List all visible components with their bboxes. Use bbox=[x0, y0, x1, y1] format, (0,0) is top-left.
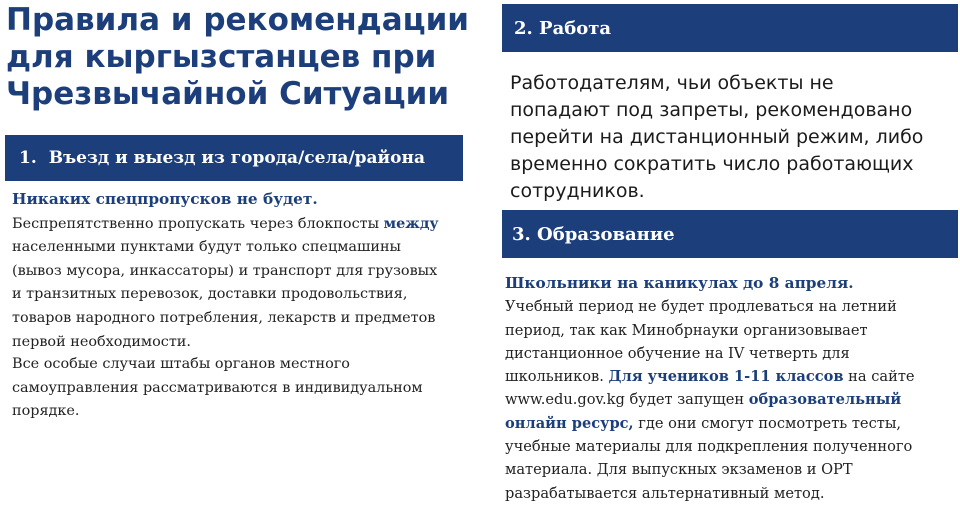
section-3-lead: Школьники на каникулах до 8 апреля. bbox=[505, 274, 854, 292]
text-line: материала. Для выпускных экзаменов и ОРТ bbox=[505, 461, 853, 479]
section-1-banner bbox=[5, 135, 463, 181]
section-2-banner bbox=[502, 4, 958, 52]
text-line: (вывоз мусора, инкассаторы) и транспорт для грузовых bbox=[12, 262, 438, 279]
text-line: попадают под запреты, рекомендовано bbox=[510, 99, 913, 121]
text-line bbox=[505, 412, 915, 435]
text-line bbox=[505, 388, 915, 411]
highlight-text: онлайн ресурс, bbox=[505, 414, 634, 432]
text-line: период, так как Минобрнауки организовывает bbox=[505, 321, 868, 339]
section-2-body bbox=[510, 70, 923, 205]
text-line: дистанционное обучение на IV четверть для bbox=[505, 344, 850, 362]
text-line: первой необходимости. bbox=[12, 333, 191, 350]
title-line: Правила и рекомендации bbox=[6, 2, 470, 38]
text-line: товаров народного потребления, лекарств и предметов bbox=[12, 309, 436, 326]
text-segment: Беспрепятственно пропускать через блокпосты bbox=[12, 215, 384, 232]
highlight-text: между bbox=[383, 214, 439, 232]
text-line: и транзитных перевозок, доставки продовольствия, bbox=[12, 286, 408, 303]
section-1-number: 1. bbox=[19, 148, 37, 168]
section-1-heading: Въезд и выезд из города/села/района bbox=[48, 148, 425, 168]
text-line: перейти на дистанционный режим, либо bbox=[510, 126, 924, 148]
highlight-text: образовательный bbox=[748, 391, 902, 409]
title-line: Чрезвычайной Ситуации bbox=[6, 76, 450, 112]
highlight-text: Для учеников 1-11 классов bbox=[608, 368, 844, 386]
section-1-body bbox=[12, 188, 439, 354]
text-line bbox=[12, 212, 439, 237]
section-2-heading: 2. Работа bbox=[514, 17, 612, 39]
text-segment: где они смогут посмотреть тесты, bbox=[633, 414, 902, 432]
text-line: Учебный период не будет продлеваться на летний bbox=[505, 298, 897, 316]
text-line: населенными пунктами будут только спецмашины bbox=[12, 239, 401, 256]
text-line: самоуправления рассматриваются в индивидуальном bbox=[12, 379, 423, 396]
text-line: порядке. bbox=[12, 403, 80, 420]
section-3-heading: 3. Образование bbox=[512, 223, 675, 245]
section-3-body bbox=[505, 272, 915, 505]
text-line bbox=[505, 365, 915, 388]
text-line: учебные материалы для подкрепления полученного bbox=[505, 438, 913, 456]
text-line: сотрудников. bbox=[510, 180, 645, 202]
text-segment: на сайте bbox=[843, 368, 915, 386]
text-line: Работодателям, чьи объекты не bbox=[510, 72, 834, 94]
title-line: для кыргызстанцев при bbox=[6, 39, 437, 75]
text-line: разрабатывается альтернативный метод. bbox=[505, 484, 825, 502]
text-segment: www.edu.gov.kg будет запущен bbox=[505, 391, 749, 409]
text-segment: школьников. bbox=[505, 368, 609, 386]
text-line: временно сократить число работающих bbox=[510, 153, 914, 175]
section-1-lead: Никаких спецпропусков не будет. bbox=[12, 190, 318, 208]
page-title bbox=[6, 2, 476, 113]
section-1-note bbox=[12, 353, 423, 424]
text-line: Все особые случаи штабы органов местного bbox=[12, 356, 350, 372]
section-3-banner bbox=[502, 210, 958, 258]
